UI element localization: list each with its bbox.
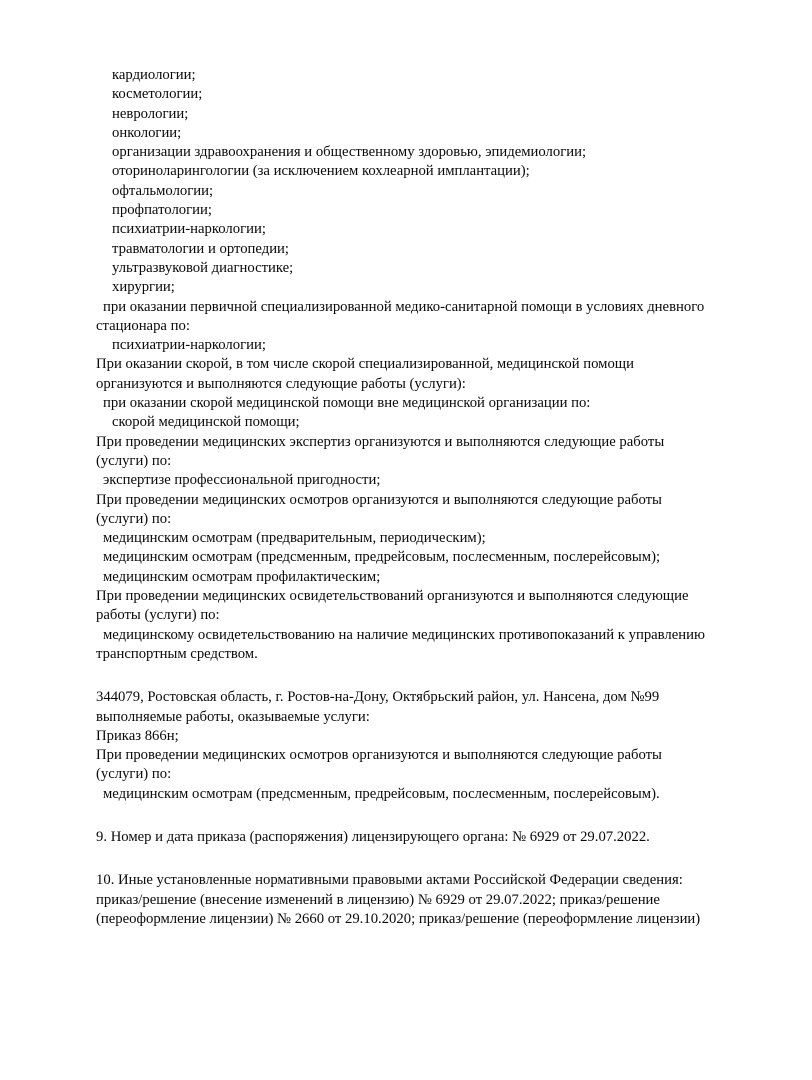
- text-line: кардиологии;: [112, 67, 196, 83]
- text-line: косметологии;: [112, 86, 203, 103]
- text-line: оториноларингологии (за исключением кохлеарной имплантации);: [112, 163, 530, 180]
- text-line: 9. Номер и дата приказа (распоряжения) лицензирующего органа: № 6929 от 29.07.2022.: [96, 828, 650, 845]
- text-line: приказ/решение (внесение изменений в лицензию) № 6929 от 29.07.2022; приказ/решение: [96, 891, 660, 908]
- text-line: При проведении медицинских осмотров организуются и выполняются следующие работы: [96, 491, 662, 508]
- text-line: медицинским осмотрам профилактическим;: [103, 568, 381, 585]
- text-line: 344079, Ростовская область, г. Ростов-на-Дону, Октябрьский район, ул. Нансена, дом №99: [96, 689, 660, 706]
- text-line: медицинским осмотрам (предварительным, периодическим);: [103, 530, 486, 547]
- text-line: (услуги) по:: [96, 766, 172, 783]
- blank-line: [96, 847, 786, 871]
- text-line: 10. Иные установленные нормативными правовыми актами Российской Федерации сведения:: [96, 872, 683, 889]
- text-line: профпатологии;: [112, 202, 212, 219]
- text-line: психиатрии-наркологии;: [112, 337, 266, 354]
- text-line: При оказании скорой, в том числе скорой специализированной, медицинской помощи: [96, 356, 634, 373]
- text-line: неврологии;: [112, 105, 189, 122]
- text-line: экспертизе профессиональной пригодности;: [103, 472, 381, 489]
- text-line: офтальмологии;: [112, 182, 214, 199]
- text-line: травматологии и ортопедии;: [112, 240, 289, 257]
- blank-line: [96, 664, 786, 688]
- text-line: при оказании первичной специализированной медико-санитарной помощи в условиях дневного: [103, 298, 705, 315]
- text-line: ультразвуковой диагностике;: [112, 259, 294, 276]
- text-line: Приказ 866н;: [96, 727, 179, 744]
- text-line: работы (услуги) по:: [96, 607, 220, 624]
- text-line: медицинским осмотрам (предсменным, предрейсовым, послесменным, послерейсовым).: [103, 785, 660, 802]
- text-line: (переоформление лицензии) № 2660 от 29.10.2020; приказ/решение (переоформление лицензии): [96, 910, 701, 927]
- text-line: онкологии;: [112, 124, 182, 141]
- text-line: стационара по:: [96, 317, 190, 334]
- text-line: психиатрии-наркологии;: [112, 221, 266, 238]
- text-line: транспортным средством.: [96, 645, 258, 662]
- text-line: (услуги) по:: [96, 452, 172, 469]
- text-line: При проведении медицинских экспертиз организуются и выполняются следующие работы: [96, 433, 665, 450]
- text-line: медицинским осмотрам (предсменным, предрейсовым, послесменным, послерейсовым);: [103, 549, 661, 566]
- text-line: при оказании скорой медицинской помощи вне медицинской организации по:: [103, 395, 591, 412]
- text-line: хирургии;: [112, 279, 175, 296]
- text-line: При проведении медицинских освидетельствований организуются и выполняются следующие: [96, 588, 689, 605]
- text-line: организуются и выполняются следующие работы (услуги):: [96, 375, 466, 392]
- text-line: медицинскому освидетельствованию на наличие медицинских противопоказаний к управлению: [103, 626, 705, 643]
- blank-line: [96, 804, 786, 828]
- text-line: выполняемые работы, оказываемые услуги:: [96, 708, 370, 725]
- text-line: При проведении медицинских осмотров организуются и выполняются следующие работы: [96, 747, 662, 764]
- text-line: организации здравоохранения и общественному здоровью, эпидемиологии;: [112, 144, 587, 161]
- text-line: скорой медицинской помощи;: [112, 414, 300, 431]
- text-line: (услуги) по:: [96, 510, 172, 527]
- document-page: [96, 66, 786, 929]
